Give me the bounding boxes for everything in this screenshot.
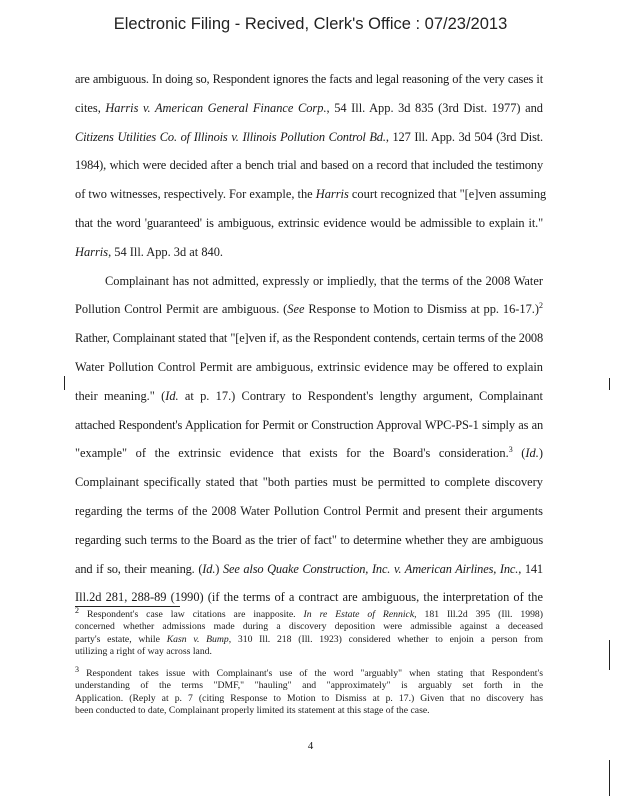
scan-mark: [64, 376, 65, 390]
body-line: Water Pollution Control Permit are ambiguous, extrinsic evidence may be offered to explain: [75, 359, 543, 374]
body-line: Complainant has not admitted, expressly or impliedly, that the terms of the 2008 Water: [105, 273, 543, 288]
page-number: 4: [307, 740, 314, 752]
scan-mark: [609, 640, 610, 670]
body-line: Harris, 54 Ill. App. 3d at 840.: [75, 244, 224, 259]
body-line: Citizens Utilities Co. of Illinois v. Illinois Pollution Control Bd., 127 Ill. App. 3d 504 (3rd Dist.: [75, 129, 543, 144]
case-citation: In re Estate of Rennick: [303, 609, 415, 620]
body-line: their meaning." (Id. at p. 17.) Contrary to Respondent's lengthy argument, Complainant: [75, 388, 543, 403]
case-citation: Harris v. American General Finance Corp.: [105, 100, 327, 115]
body-line: cites, Harris v. American General Finance Corp., 54 Ill. App. 3d 835 (3rd Dist. 1977) and: [75, 100, 543, 115]
body-line: Rather, Complainant stated that "[e]ven if, as the Respondent contends, certain terms of the 2008: [75, 331, 543, 346]
footnote-line: been conducted to date, Complainant properly limited its statement at this stage of the case.: [75, 705, 430, 717]
body-line: of two witnesses, respectively. For example, the Harris court recognized that "[e]ven assuming: [75, 187, 547, 202]
body-line: and if so, their meaning. (Id.) See also Quake Construction, Inc. v. American Airlines, Inc., 141: [75, 561, 543, 576]
body-line: are ambiguous. In doing so, Respondent ignores the facts and legal reasoning of the very cases it: [75, 72, 543, 86]
footnote-line: understanding of the terms "DMF," "hauling" and "approximately" is arguably set forth in the: [75, 680, 543, 692]
body-line: regarding the terms of the 2008 Water Pollution Control Permit and present their arguments: [75, 503, 543, 518]
body-line: that the word 'guaranteed' is ambiguous, extrinsic evidence would be admissible to explain it.": [75, 215, 543, 230]
footnote-line: $^2$ Respondent's case law citations are inapposite. In re Estate of Rennick, 181 Ill.2d 395 (Ill. 1998): [75, 605, 543, 620]
footnote-line: concerned whether admissions made during a discovery deposition were admissible against a deceased: [75, 621, 543, 633]
case-citation: Harris: [315, 187, 349, 202]
footnote-marker: 3: [75, 664, 79, 674]
footnote-ref: 3: [508, 445, 513, 455]
case-citation: See also Quake Construction, Inc. v. American Airlines, Inc.: [222, 561, 519, 576]
footnote-line: party's estate, while Kasn v. Bump, 310 Ill. 218 (Ill. 1923) considered whether to enjoin a person from: [75, 633, 543, 645]
case-citation: Kasn v. Bump: [166, 633, 229, 645]
footnote-line: utilizing a right of way across land.: [75, 645, 212, 657]
efiling-stamp: Electronic Filing - Recived, Clerk's Office : 07/23/2013: [113, 15, 508, 33]
body-line: attached Respondent's Application for Permit or Construction Approval WPC-PS-1 simply as an: [75, 417, 543, 432]
footnote-ref: 2: [539, 301, 543, 311]
scan-mark: [609, 760, 610, 796]
footnote-line: Application. (Reply at p. 7 (citing Response to Motion to Dismiss at p. 17.) Given that no discovery has: [75, 692, 543, 704]
case-citation: Citizens Utilities Co. of Illinois v. Illinois Pollution Control Bd.: [75, 129, 386, 144]
footnotes: [75, 605, 543, 717]
body-line: 1984), which were decided after a bench trial and based on a record that included the testimony: [75, 158, 543, 173]
footnote-marker: 2: [75, 605, 79, 615]
footnote-line: $^3$ Respondent takes issue with Complainant's use of the word "arguably" when stating that Respondent's: [75, 664, 543, 680]
footnote-separator: [75, 606, 180, 607]
body-text: [75, 65, 547, 612]
body-line: Pollution Control Permit are ambiguous. (See Response to Motion to Dismiss at pp. 16-17.)$^2$: [75, 301, 543, 317]
body-line: Complainant specifically stated that "both parties must be permitted to complete discovery: [75, 475, 543, 490]
case-citation: Harris: [75, 244, 109, 259]
body-line: regarding such terms to the Board as the trier of fact" to determine whether they are ambiguous: [75, 532, 543, 547]
scan-mark: [609, 378, 610, 390]
body-line: "example" of the extrinsic evidence that exists for the Board's consideration.$^3$ (Id.): [75, 445, 543, 461]
body-line: Ill.2d 281, 288-89 (1990) (if the terms of a contract are ambiguous, the interpretation of the: [75, 590, 543, 605]
